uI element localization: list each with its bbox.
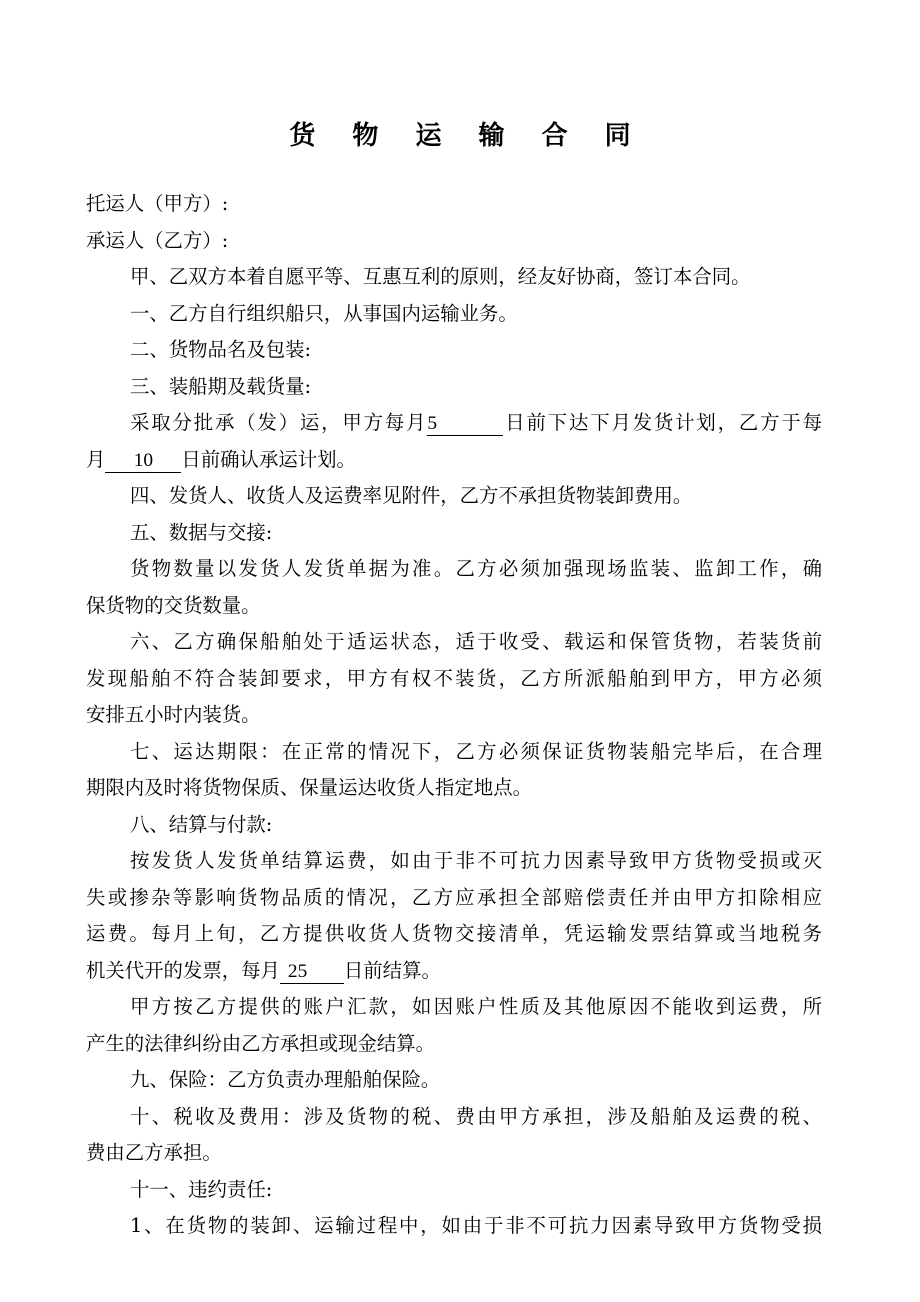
clause-5-line-2: 保货物的交货数量。 [86,593,261,617]
shipper-line: 托运人（甲方）: [86,192,229,215]
clause-8-p2-line-2: 产生的法律纠纷由乙方承担或现金结算。 [86,1031,436,1055]
settlement-day-field: 25 [280,961,344,984]
clause-8-title: 八、结算与付款: [130,812,273,836]
contract-body [86,186,822,1245]
clause-8-line-1: 按发货人发货单结算运费，如由于非不可抗力因素导致甲方货物受损或灭 [130,849,822,872]
clause-7-line-2: 期限内及时将货物保质、保量运达收货人指定地点。 [86,776,532,799]
clause-8-line-4 [86,953,822,990]
clause-1: 一、乙方自行组织船只，从事国内运输业务。 [130,301,518,325]
clause-9: 九、保险：乙方负责办理船舶保险。 [130,1068,441,1091]
clause-8-line-3: 运费。每月上旬，乙方提供收货人货物交接清单，凭运输发票结算或当地税务 [86,922,822,945]
clause-3-line-1 [86,405,822,442]
clause-10-line-2: 费由乙方承担。 [86,1141,222,1164]
clause-6-line-2: 发现船舶不符合装卸要求，甲方有权不装货，乙方所派船舶到甲方，甲方必须 [86,666,822,690]
clause-11-1-line-1: 1、在货物的装卸、运输过程中，如由于非不可抗力因素导致甲方货物受损 [130,1214,822,1237]
clause-3-text-d: 日前确认承运计划。 [181,447,356,471]
clause-4: 四、发货人、收货人及运费率见附件，乙方不承担货物装卸费用。 [130,484,693,507]
clause-8-text-b: 日前结算。 [343,958,441,982]
clause-3-text-b: 日前下达下月发货计划，乙方于每 [503,411,822,434]
plan-issue-day-field: 5 [427,413,503,436]
clause-8-p2-line-1: 甲方按乙方提供的账户汇款，如因账户性质及其他原因不能收到运费，所 [130,995,822,1018]
clause-6-line-1: 六、乙方确保船舶处于适运状态，适于收受、载运和保管货物，若装货前 [130,630,822,653]
intro-paragraph: 甲、乙双方本着自愿平等、互惠互利的原则，经友好协商，签订本合同。 [130,265,751,288]
clause-3-text-c: 月 [86,447,106,471]
clause-3-title: 三、装船期及载货量: [130,374,312,398]
plan-confirm-day-field: 10 [105,450,181,473]
clause-2: 二、货物品名及包装: [130,338,312,361]
clause-7-line-1: 七、运达期限：在正常的情况下，乙方必须保证货物装船完毕后，在合理 [130,739,822,763]
clause-3-line-2 [86,442,822,479]
clause-5-line-1: 货物数量以发货人发货单据为准。乙方必须加强现场监装、监卸工作，确 [130,557,822,580]
clause-8-text-a: 机关代开的发票，每月 [86,958,280,982]
clause-11-title: 十一、违约责任: [130,1177,273,1201]
carrier-line: 承运人（乙方）: [86,228,229,252]
clause-5-title: 五、数据与交接: [130,520,273,544]
document-title: 货 物 运 输 合 同 [289,121,645,151]
clause-6-line-3: 安排五小时内装货。 [86,703,261,726]
clause-3-text-a: 采取分批承（发）运，甲方每月 [130,411,428,434]
clause-10-line-1: 十、税收及费用：涉及货物的税、费由甲方承担，涉及船舶及运费的税、 [130,1104,822,1128]
clause-8-line-2: 失或掺杂等影响货物品质的情况，乙方应承担全部赔偿责任并由甲方扣除相应 [86,885,822,909]
